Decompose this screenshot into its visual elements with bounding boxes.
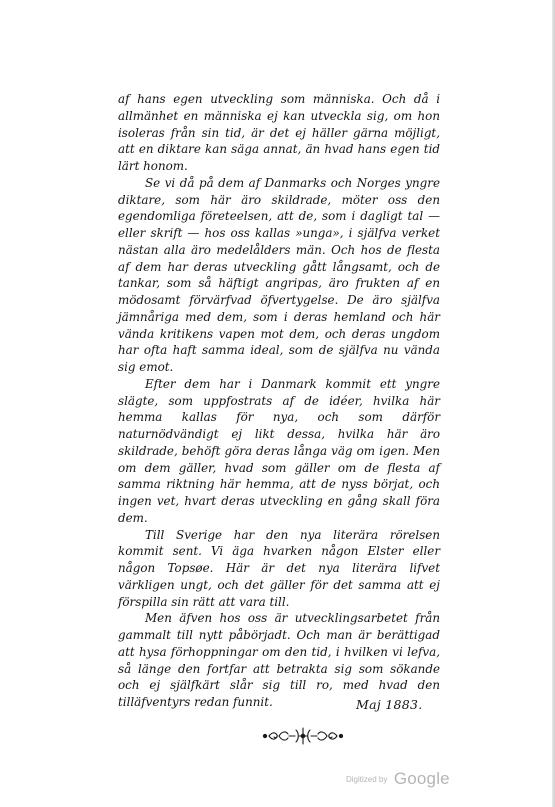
paragraph-3: Efter dem har i Danmark kommit ett yngre slägte, som uppfostrats af de idéer, hvilka här hemma kallas för nya, och som därför naturnödvändigt ej likt dessa, hvilka här äro skildrade, behöft göra deras långa väg om igen. Men om dem gäller, hvad som gäller om de flesta af samma riktning här hemma, att de nyss börjat, och ingen vet, hvart deras utveckling en gång skall föra dem.	[118, 376, 440, 525]
watermark-prefix: Digitized by	[346, 775, 388, 784]
digitized-by-google-watermark	[346, 769, 450, 789]
paragraph-2: Se vi då på dem af Danmarks och Norges yngre diktare, som här äro skildrade, möter oss den egendomliga företeelsen, att de, som i dagligt tal — eller skrift — hos oss kallas »unga», i själfva verket nästan alla äro medelålders män. Och hos de flesta af dem har deras utveckling gått långsamt, och de tankar, som så häftigt angripas, äro frukten af en mödosamt förvärfvad öfvertygelse. De äro själfva jämnåriga med dem, som i deras hemland och här vända kritikens vapen mot dem, och deras ungdom har ofta haft samma ideal, som de själfva nu vända sig emot.	[118, 175, 440, 374]
google-logo: Google	[393, 769, 450, 788]
paragraph-5: Men äfven hos oss är utvecklingsarbetet från gammalt till nytt påbörjadt. Och man är berättigad att hysa förhoppningar om den tid, i hvilken vi lefva, så länge den fortfar att betrakta sig som sökande och ej själfkärt slår sig till ro, med hvad den tilläfventyrs redan funnit.	[118, 611, 440, 709]
date-signature: Maj 1883.	[356, 697, 423, 712]
body-text	[118, 91, 440, 711]
paragraph-4: Till Sverige har den nya literära rörelsen kommit sent. Vi äga hvarken någon Elster eller någon Topsøe. Här är det nya literära lifvet värkligen ungt, och det gäller för det samma att ej förspilla sin rätt att vara till.	[118, 527, 440, 609]
ornament-icon	[262, 726, 344, 746]
paragraph-1: af hans egen utveckling som människa. Och då i allmänhet en människa ej kan utveckla sig, om hon isoleras från sin tid, är det ej häller gärna möjligt, att en diktare kan säga annat, än hvad hans egen tid lärt honom.	[118, 92, 440, 173]
